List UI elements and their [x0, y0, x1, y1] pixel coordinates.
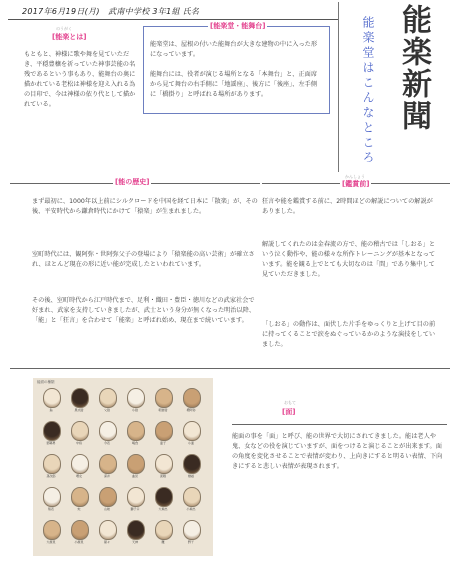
mask-label: 小癋見: [74, 540, 84, 544]
masthead: [338, 2, 451, 172]
noh-body: もともと、神様に歌や舞を見ていただき、平穏豊穣を祈っていた神事芸能の名残であるという事もあり、能舞台の奥に描かれている老松は神様を迎え入れる為の目印で、今は神様の依り代として描かれている。: [24, 51, 136, 108]
mask-face: [155, 388, 173, 408]
mask-face: [71, 520, 89, 540]
mask-label: 増女: [75, 474, 82, 478]
noh-heading: [能楽とは]: [52, 33, 87, 41]
mask-face: [155, 421, 173, 441]
mask-face: [127, 487, 145, 507]
mask-face: [127, 421, 145, 441]
mask-label: 大癋見: [46, 540, 56, 544]
masthead-title: 能楽新聞: [396, 4, 431, 132]
stage-para-1: 能楽堂は、屋根の付いた能舞台が大きな建物の中に入った形になっています。: [150, 41, 318, 58]
stage-para-2: 能舞台には、役者が演じる場所となる「本舞台」と、正面席から見て舞台の右手側に「地謡座」、後方に「後座」、左手側に「橋掛り」と呼ばれる場所があります。: [150, 71, 318, 98]
mask-face: [43, 388, 61, 408]
mask-label: 朝倉尉: [158, 408, 168, 412]
mask-label: 孫次郎: [46, 474, 56, 478]
mask-face: [71, 487, 89, 507]
mask-label: 般若: [47, 507, 54, 511]
mask-face: [127, 454, 145, 474]
mask-label: 小尉: [131, 408, 138, 412]
mask-face: [99, 487, 117, 507]
mask-face: [183, 421, 201, 441]
mask-face: [183, 388, 201, 408]
appreciation-ruby: かんしょう: [345, 174, 365, 179]
mask-face: [43, 520, 61, 540]
mask-label: 大飛出: [158, 507, 168, 511]
appreciation-para-1: 狂言や能を鑑賞する前に、2時間ほどの解説についての解説がありました。: [262, 198, 433, 215]
mask-label: 蛇: [77, 507, 81, 511]
mask-face: [43, 421, 61, 441]
mask-face: [71, 421, 89, 441]
mask-label: 山姥: [103, 507, 110, 511]
mask-label: 小面: [187, 441, 194, 445]
mask-label: 黒式尉: [74, 408, 84, 412]
mask-face: [99, 520, 117, 540]
mask-ruby: おもて: [284, 400, 296, 405]
mask-face: [99, 421, 117, 441]
history-heading: [能の歴史]: [115, 178, 150, 186]
stage-heading: [能楽堂・能舞台]: [210, 22, 266, 30]
mask-label: 橋姫: [187, 474, 194, 478]
mask-label: 深井: [103, 474, 110, 478]
appreciation-para-3: 「しおる」の動作は、面伏した片手をゆっくりと上げて目の前に持ってくることで涙をぬぐっているかのような演技をしていました。: [262, 321, 436, 348]
mask-label: 今若: [103, 441, 110, 445]
mask-face: [183, 487, 201, 507]
appreciation-heading: [鑑賞前]: [342, 180, 370, 188]
mask-face: [155, 520, 173, 540]
mask-label: 天神: [131, 540, 138, 544]
mask-face: [155, 487, 173, 507]
mask-label: 翁: [49, 408, 53, 412]
masks-caption: 能面の種類: [37, 380, 55, 384]
mask-label: 邯鄲男: [46, 441, 56, 445]
mask-face: [43, 487, 61, 507]
header-rule: [8, 19, 338, 20]
mask-heading: [面]: [282, 408, 296, 416]
mask-face: [183, 454, 201, 474]
mask-label: 小飛出: [186, 507, 196, 511]
bottom-rule: [10, 368, 450, 369]
mask-face: [99, 454, 117, 474]
mask-face: [43, 454, 61, 474]
mask-rule: [232, 424, 447, 425]
mask-face: [99, 388, 117, 408]
appreciation-para-2: 解説してくれたのは金春流の方で、能の稽古では「しおる」という泣く動作や、能の様々な所作トレーニングが基本となっています。能を観る上でとても大切なのは「間」であり集中して見ていただきました。: [262, 241, 436, 278]
noh-ruby: のうがく: [56, 26, 72, 31]
masthead-subtitle: 能楽堂はこんなところ: [361, 16, 375, 166]
mask-label: 獅子口: [130, 507, 140, 511]
history-para-2: 室町時代には、観阿弥・世阿弥父子の登場により「猿楽能の高い芸術」が確立され、ほとんど現在の形に近い能が完成したといわれています。: [32, 251, 255, 268]
header-date-line: 2017年6月19日(月) 武南中学校 3年1組 氏名: [22, 7, 200, 16]
mask-label: 曲見: [131, 474, 138, 478]
mask-face: [155, 454, 173, 474]
mask-face: [71, 454, 89, 474]
mask-face: [71, 388, 89, 408]
mask-body: 能面の事を「面」と呼び、能の世界で大切にされてきました。能は老人や鬼、女などの役を演じていますが、面をつけると演じることが出来ます。面の角度を変化させることで表情が変わり、上向きにすると明るい表情、下向きにすると悲しい表情が表現されます。: [232, 433, 443, 470]
history-para-3: その後、室町時代から江戸時代まで、足利・織田・豊臣・徳川などの武家社会で好まれ、武家を支持していきましたが、武士という身分が無くなった明治以降、「能」と「狂言」を合わせて「能楽」と呼ばれ始め、現在まで続いています。: [32, 297, 256, 324]
mask-label: 童子: [159, 441, 166, 445]
mask-label: 泥眼: [159, 474, 166, 478]
mask-face: [183, 520, 201, 540]
mask-label: 鷹: [161, 540, 165, 544]
mask-label: 父尉: [103, 408, 110, 412]
history-para-1: まず最初に、1000年以上前にシルクロードを中国を経て日本に「散楽」が、その後、平安時代から鎌倉時代にかけて「猿楽」が生まれました。: [32, 198, 258, 215]
mask-label: 猩々: [103, 540, 110, 544]
mask-label: 中将: [75, 441, 82, 445]
noh-masks-image: [33, 378, 213, 556]
mask-label: 喝食: [131, 441, 138, 445]
mask-label: 増阿弥: [186, 408, 196, 412]
mask-face: [127, 520, 145, 540]
mask-label: 野干: [187, 540, 194, 544]
mask-face: [127, 388, 145, 408]
